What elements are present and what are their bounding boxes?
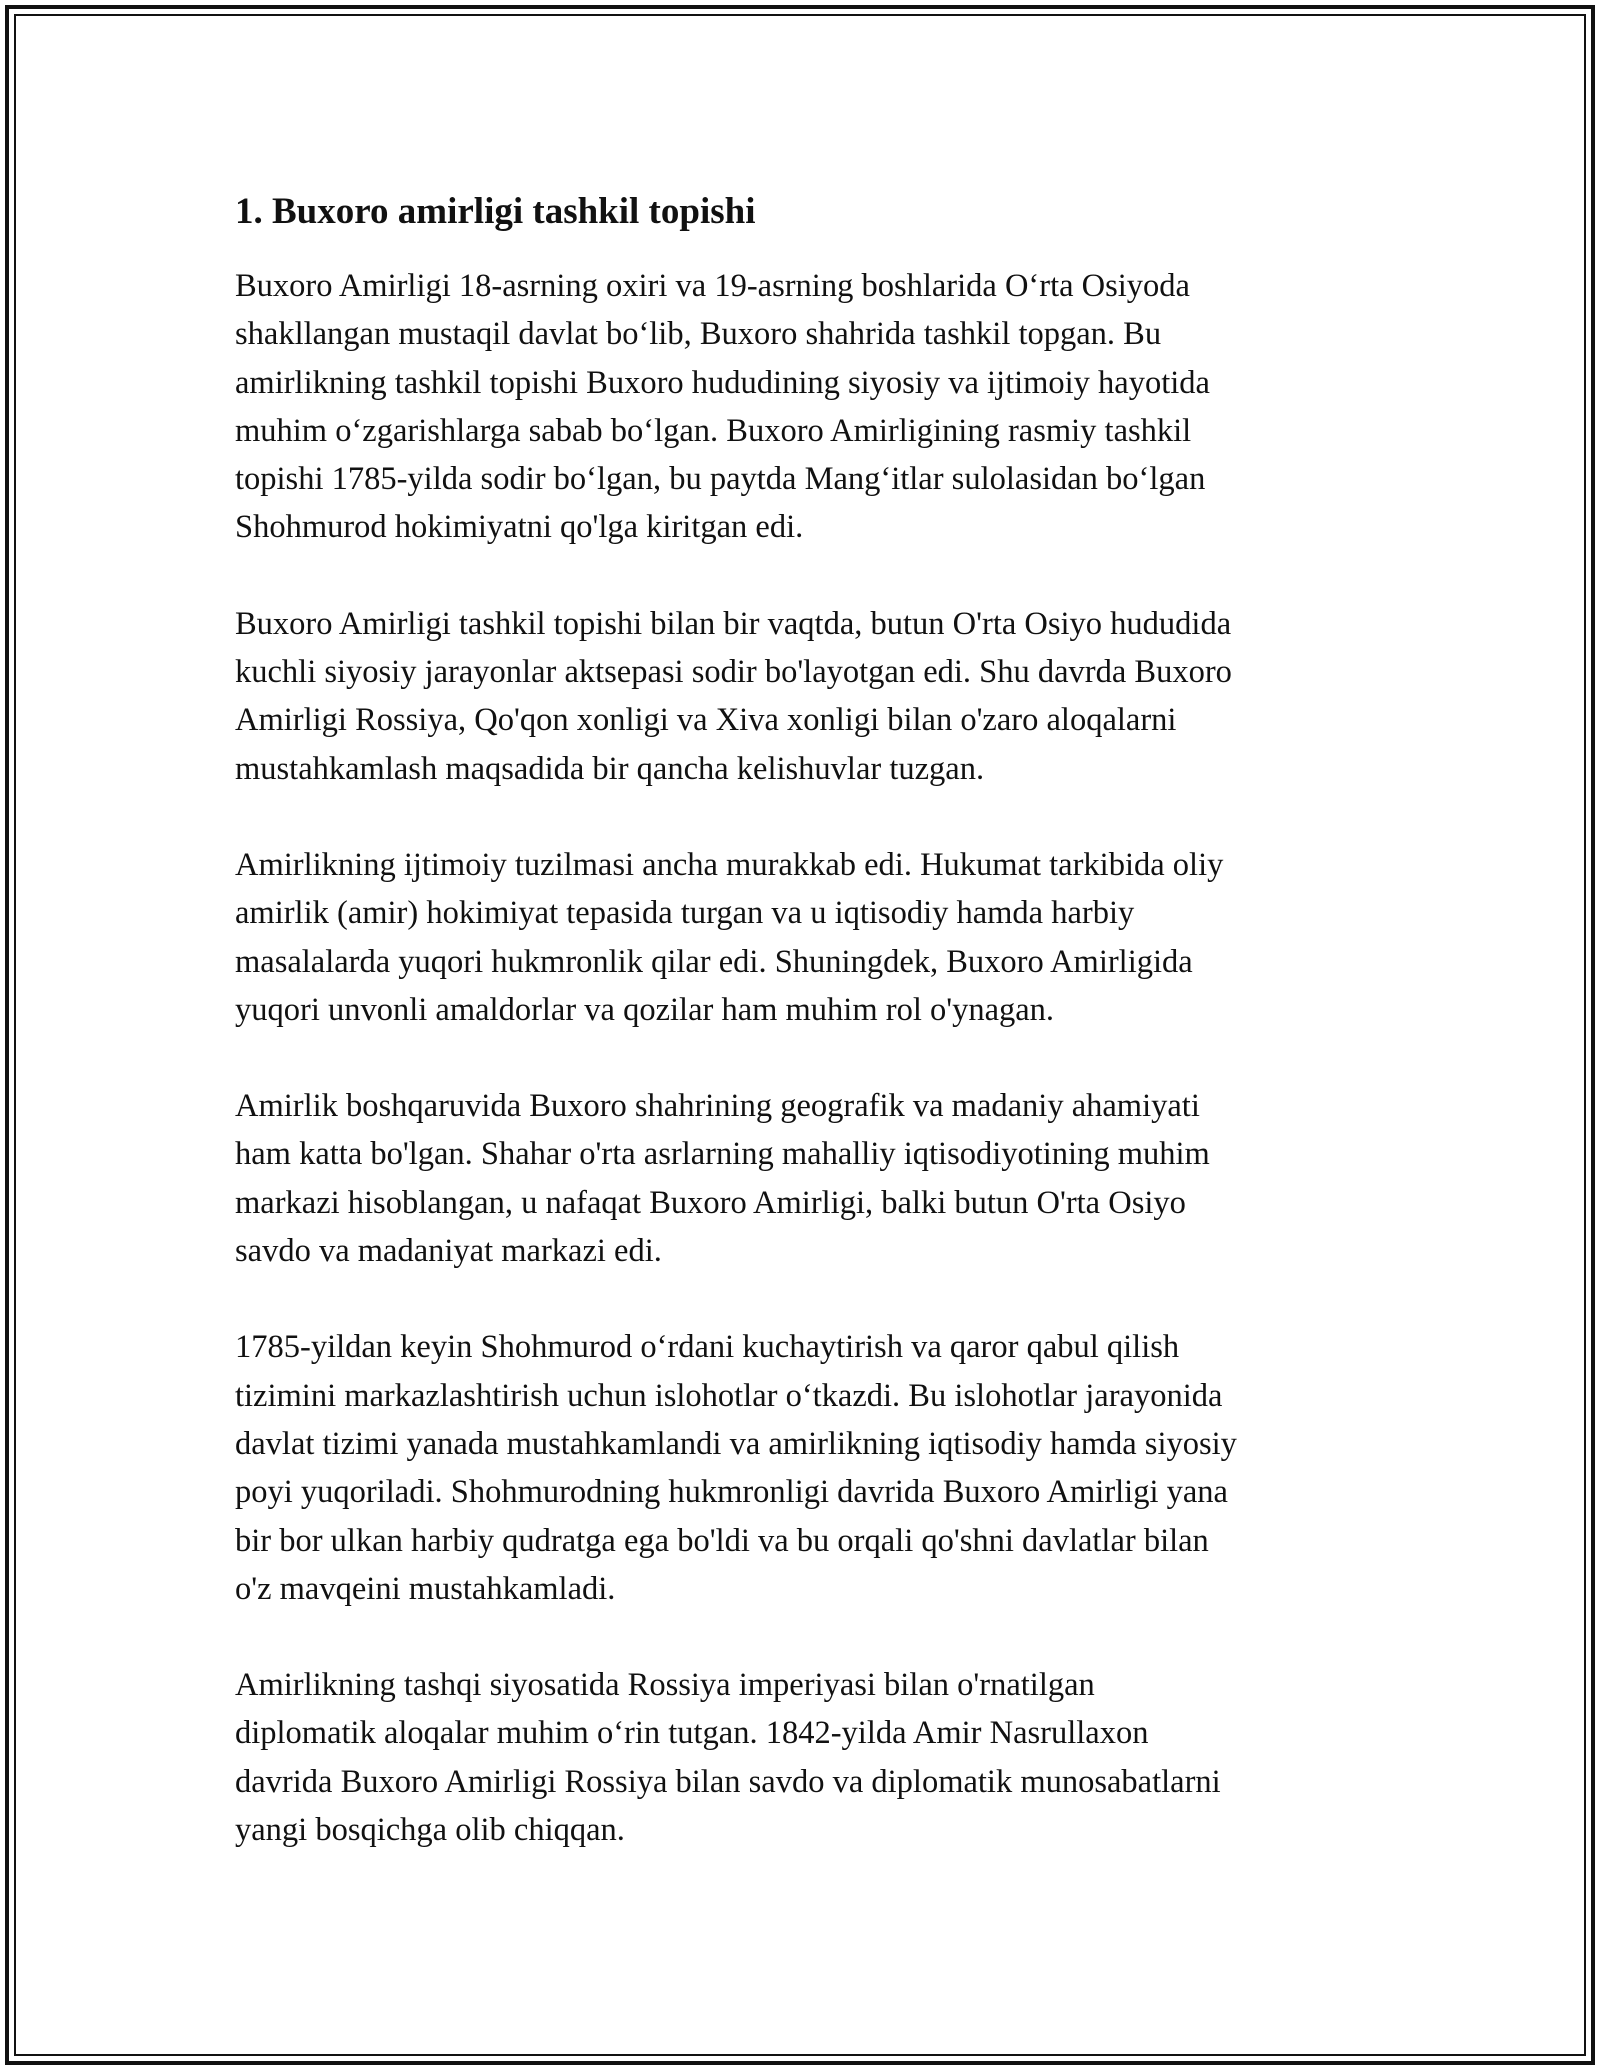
paragraph	[235, 1323, 1385, 1613]
paragraph-line: amirlik (amir) hokimiyat tepasida turgan va u iqtisodiy hamda harbiy	[235, 895, 1135, 932]
section-title: 1. Buxoro amirligi tashkil topishi	[235, 191, 756, 232]
paragraph-line: savdo va madaniyat markazi edi.	[235, 1233, 662, 1270]
document-body	[235, 188, 1385, 1902]
paragraph-line: poyi yuqoriladi. Shohmurodning hukmronligi davrida Buxoro Amirligi yana	[235, 1474, 1228, 1511]
paragraph-line: kuchli siyosiy jarayonlar aktsepasi sodir bo'layotgan edi. Shu davrda Buxoro	[235, 654, 1232, 691]
paragraph	[235, 1082, 1385, 1275]
paragraph-line: markazi hisoblangan, u nafaqat Buxoro Amirligi, balki butun O'rta Osiyo	[235, 1184, 1186, 1221]
paragraph-line: Amirlikning ijtimoiy tuzilmasi ancha murakkab edi. Hukumat tarkibida oliy	[235, 846, 1224, 883]
paragraph-line: shakllangan mustaqil davlat bo‘lib, Buxoro shahrida tashkil topgan. Bu	[235, 316, 1162, 353]
paragraph-line: diplomatik aloqalar muhim o‘rin tutgan. 1842-yilda Amir Nasrullaxon	[235, 1715, 1149, 1752]
paragraph-line: tizimini markazlashtirish uchun islohotlar o‘tkazdi. Bu islohotlar jarayonida	[235, 1377, 1223, 1414]
paragraph-line: mustahkamlash maqsadida bir qancha kelishuvlar tuzgan.	[235, 750, 985, 787]
paragraph	[235, 841, 1385, 1034]
paragraph-line: o'z mavqeini mustahkamladi.	[235, 1570, 616, 1607]
paragraph	[235, 262, 1385, 552]
paragraph-line: Amirligi Rossiya, Qo'qon xonligi va Xiva xonligi bilan o'zaro aloqalarni	[235, 702, 1177, 739]
paragraph-line: Buxoro Amirligi tashkil topishi bilan bir vaqtda, butun O'rta Osiyo hududida	[235, 605, 1232, 642]
paragraph-list	[235, 262, 1385, 1854]
paragraph-line: masalalarda yuqori hukmronlik qilar edi. Shuningdek, Buxoro Amirligida	[235, 943, 1193, 980]
paragraph-line: Amirlikning tashqi siyosatida Rossiya imperiyasi bilan o'rnatilgan	[235, 1667, 1095, 1704]
paragraph-line: Amirlik boshqaruvida Buxoro shahrining geografik va madaniy ahamiyati	[235, 1088, 1200, 1125]
paragraph-line: amirlikning tashkil topishi Buxoro hududining siyosiy va ijtimoiy hayotida	[235, 364, 1210, 401]
paragraph-line: davrida Buxoro Amirligi Rossiya bilan savdo va diplomatik munosabatlarni	[235, 1763, 1221, 1800]
paragraph-line: yangi bosqichga olib chiqqan.	[235, 1812, 625, 1849]
paragraph-line: ham katta bo'lgan. Shahar o'rta asrlarning mahalliy iqtisodiyotining muhim	[235, 1136, 1210, 1173]
paragraph-line: muhim o‘zgarishlarga sabab bo‘lgan. Buxoro Amirligining rasmiy tashkil	[235, 412, 1192, 449]
paragraph-line: Shohmurod hokimiyatni qo'lga kiritgan edi.	[235, 509, 804, 546]
paragraph-line: 1785-yildan keyin Shohmurod o‘rdani kuchaytirish va qaror qabul qilish	[235, 1329, 1180, 1366]
paragraph-line: yuqori unvonli amaldorlar va qozilar ham muhim rol o'ynagan.	[235, 991, 1055, 1028]
paragraph-line: topishi 1785-yilda sodir bo‘lgan, bu paytda Mang‘itlar sulolasidan bo‘lgan	[235, 461, 1206, 498]
paragraph	[235, 1661, 1385, 1854]
paragraph-line: bir bor ulkan harbiy qudratga ega bo'ldi va bu orqali qo'shni davlatlar bilan	[235, 1522, 1209, 1559]
paragraph-line: davlat tizimi yanada mustahkamlandi va amirlikning iqtisodiy hamda siyosiy	[235, 1425, 1237, 1462]
paragraph	[235, 600, 1385, 793]
paragraph-line: Buxoro Amirligi 18-asrning oxiri va 19-asrning boshlarida O‘rta Osiyoda	[235, 268, 1190, 304]
